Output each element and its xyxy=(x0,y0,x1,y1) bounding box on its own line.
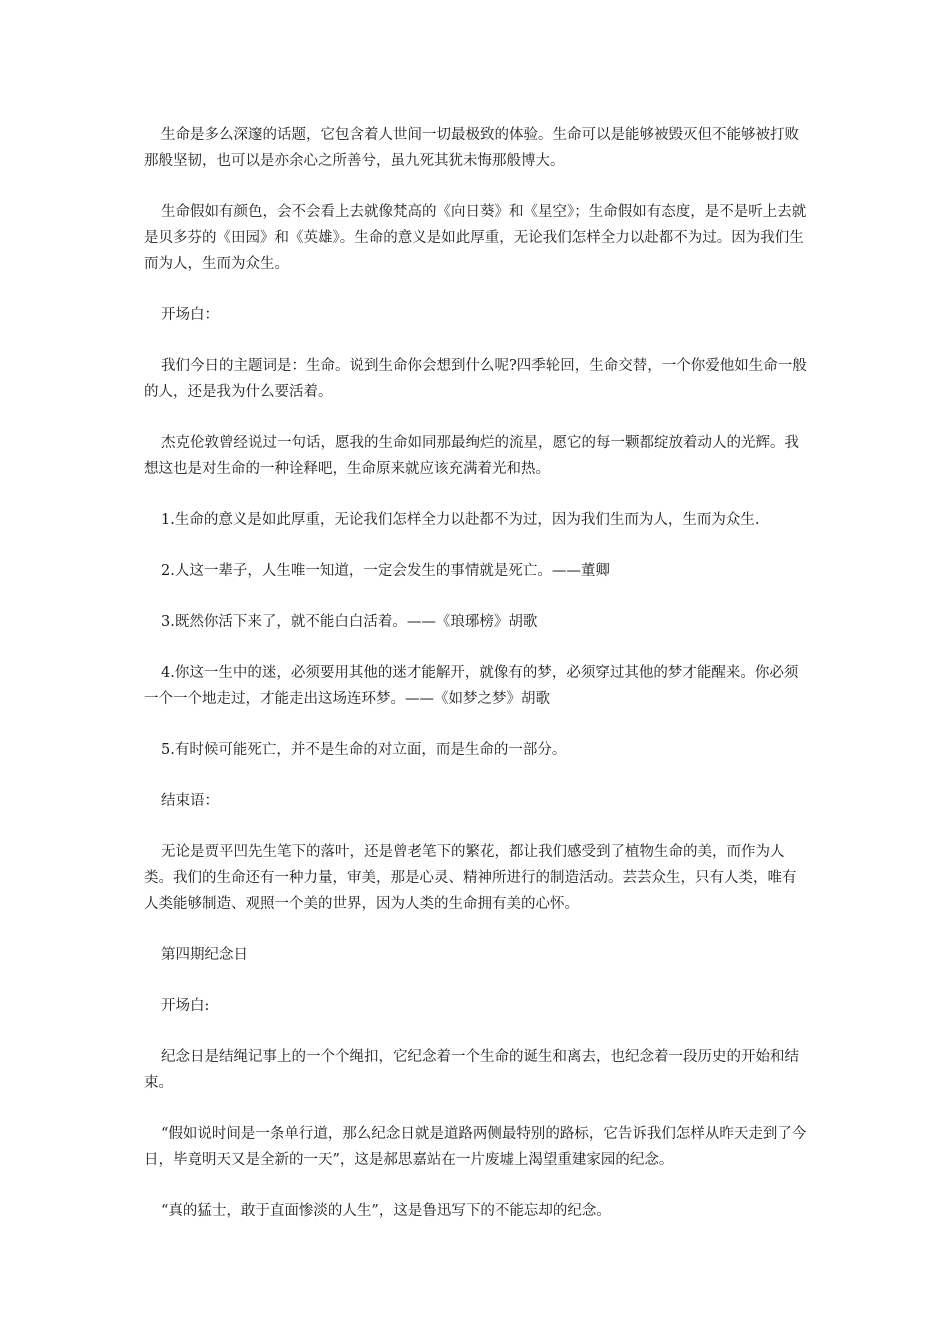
paragraph-theme: 我们今日的主题词是：生命。说到生命你会想到什么呢?四季轮回，生命交替，一个你爱他如生命一般的人，还是我为什么要活着。 xyxy=(144,358,807,400)
heading-episode-4: 第四期纪念日 xyxy=(161,947,248,963)
paragraph-closing: 无论是贾平凹先生笔下的落叶，还是曾老笔下的繁花，都让我们感受到了植物生命的美，而作为人类。我们的生命还有一种力量，审美，那是心灵、精神所进行的制造活动。芸芸众生，只有人类，唯有人类能够制造、观照一个美的世界，因为人类的生命拥有美的心怀。 xyxy=(144,844,797,912)
document-body xyxy=(144,122,809,1249)
quote-item-1: 1.生命的意义是如此厚重，无论我们怎样全力以赴都不为过，因为我们生而为人，生而为众生. xyxy=(161,512,760,528)
paragraph-luxun: “真的猛士，敢于直面惨淡的人生”，这是鲁迅写下的不能忘却的纪念。 xyxy=(161,1203,611,1219)
quote-item-4: 4.你这一生中的迷，必须要用其他的迷才能解开，就像有的梦，必须穿过其他的梦才能醒来。你必须一个一个地走过，才能走出这场连环梦。——《如梦之梦》胡歌 xyxy=(144,665,799,707)
quote-item-3: 3.既然你活下来了，就不能白白活着。——《琅琊榜》胡歌 xyxy=(161,614,538,630)
paragraph-jack-london: 杰克伦敦曾经说过一句话，愿我的生命如同那最绚烂的流星，愿它的每一颗都绽放着动人的光辉。我想这也是对生命的一种诠释吧，生命原来就应该充满着光和热。 xyxy=(144,435,799,477)
quote-item-2: 2.人这一辈子，人生唯一知道，一定会发生的事情就是死亡。——董卿 xyxy=(161,563,610,579)
paragraph-anniversary: 纪念日是结绳记事上的一个个绳扣，它纪念着一个生命的诞生和离去，也纪念着一段历史的开始和结束。 xyxy=(144,1049,799,1091)
paragraph-scarlett: “假如说时间是一条单行道，那么纪念日就是道路两侧最特别的路标，它告诉我们怎样从昨天走到了今日，毕竟明天又是全新的一天”，这是郝思嘉站在一片废墟上渴望重建家园的纪念。 xyxy=(144,1126,807,1168)
paragraph-intro-1: 生命是多么深邃的话题，它包含着人世间一切最极致的体验。生命可以是能够被毁灭但不能够被打败那般坚韧，也可以是亦余心之所善兮，虽九死其犹未悔那般博大。 xyxy=(144,127,799,169)
heading-closing: 结束语： xyxy=(161,793,219,809)
quote-item-5: 5.有时候可能死亡，并不是生命的对立面，而是生命的一部分。 xyxy=(161,742,567,758)
heading-opening-2: 开场白: xyxy=(161,998,210,1014)
heading-opening: 开场白： xyxy=(161,307,219,323)
paragraph-intro-2: 生命假如有颜色，会不会看上去就像梵高的《向日葵》和《星空》；生命假如有态度，是不是听上去就是贝多芬的《田园》和《英雄》。生命的意义是如此厚重，无论我们怎样全力以赴都不为过。因为我们生而为人，生而为众生。 xyxy=(144,204,807,272)
